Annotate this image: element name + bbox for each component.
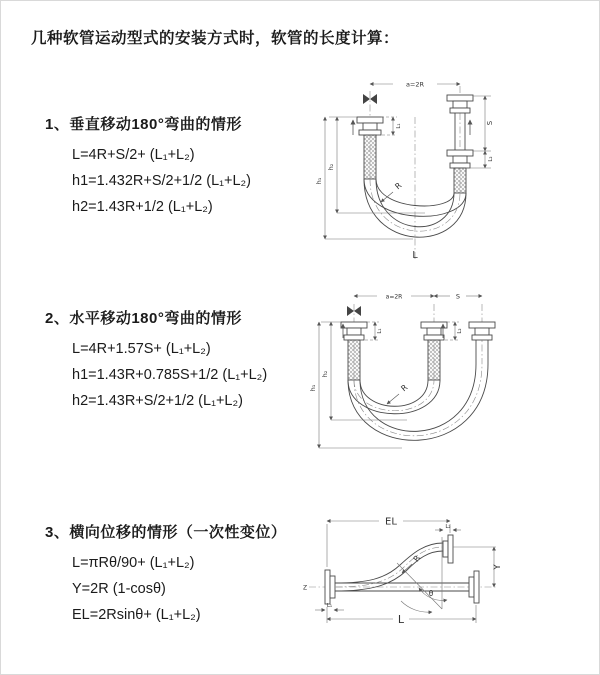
- formula-el: EL=2Rsinθ+ (L₁+L₂): [72, 607, 201, 623]
- left-pipe-flange: [341, 322, 367, 380]
- dim-label-h1: h₁: [309, 384, 317, 392]
- formula-h1: h1=1.432R+S/2+1/2 (L₁+L₂): [72, 173, 252, 189]
- dim-label-l-total: L: [412, 250, 418, 261]
- dim-label-r: R: [393, 180, 404, 192]
- formula-l: L=4R+1.57S+ (L₁+L₂): [72, 341, 211, 357]
- dim-label-h2: h₂: [327, 163, 335, 171]
- dim-label-a2r: a=2R: [405, 80, 425, 89]
- formula-y: Y=2R (1-cosθ): [72, 581, 166, 597]
- dim-label-a2r: a=2R: [385, 293, 403, 301]
- dim-el: [327, 521, 450, 567]
- dim-label-y: Y: [493, 564, 503, 570]
- section-horizontal-180: [45, 307, 267, 414]
- dim-label-r: R: [411, 553, 423, 564]
- dim-label-r: R: [399, 382, 410, 394]
- dim-label-h2: h₂: [321, 370, 329, 378]
- dim-label-theta: θ: [428, 589, 434, 598]
- centerlines: [370, 86, 460, 259]
- page-title: 几种软管运动型式的安装方式时，软管的长度计算：: [31, 30, 400, 47]
- section-vertical-180: [45, 113, 251, 220]
- dim-label-s: S: [486, 120, 494, 126]
- right-pipe-flange: [469, 322, 495, 364]
- dims-height: [319, 322, 410, 448]
- formula-h1: h1=1.43R+0.785S+1/2 (L₁+L₂): [72, 367, 268, 383]
- dim-label-l1: L₁: [377, 328, 383, 334]
- radius-leader: [387, 394, 399, 404]
- dim-label-l2: L₂: [457, 328, 463, 334]
- dim-label-l-total: L: [397, 613, 405, 626]
- formula-h2: h2=1.43R+1/2 (L₁+L₂): [72, 199, 213, 215]
- formula-l: L=πRθ/90+ (L₁+L₂): [72, 555, 195, 571]
- left-flange: [325, 570, 335, 604]
- dim-label-el: EL: [385, 516, 397, 528]
- section-2-heading: 2、水平移动180°弯曲的情形: [45, 310, 242, 327]
- dim-label-l1: L₁: [396, 123, 402, 129]
- upper-right-flange: [443, 535, 453, 563]
- hose-curves: [348, 364, 488, 440]
- s-curve-hose: [335, 543, 443, 591]
- dim-label-l1: L₁: [326, 603, 333, 609]
- z-mark: Z: [302, 584, 308, 592]
- diagram-vertical-180: [313, 71, 593, 263]
- dim-label-s: S: [455, 292, 461, 301]
- lower-right-flange: [469, 571, 479, 603]
- formula-h2: h2=1.43R+S/2+1/2 (L₁+L₂): [72, 393, 243, 409]
- section-1-heading: 1、垂直移动180°弯曲的情形: [45, 116, 242, 133]
- dim-label-l2: L₂: [488, 156, 494, 162]
- section-3-heading: 3、横向位移的情形（一次性变位）: [45, 524, 287, 541]
- diagram-horizontal-180: [307, 284, 594, 466]
- centerlines: [354, 304, 482, 380]
- section-lateral-displacement: [45, 521, 286, 628]
- radius-leader: [402, 564, 412, 573]
- formula-l: L=4R+S/2+ (L₁+L₂): [72, 147, 195, 163]
- dim-label-l2: L₂: [445, 524, 451, 530]
- dim-label-h1: h₁: [315, 177, 323, 185]
- diagram-lateral-displacement: [297, 497, 595, 659]
- left-pipe-flange: [357, 117, 383, 179]
